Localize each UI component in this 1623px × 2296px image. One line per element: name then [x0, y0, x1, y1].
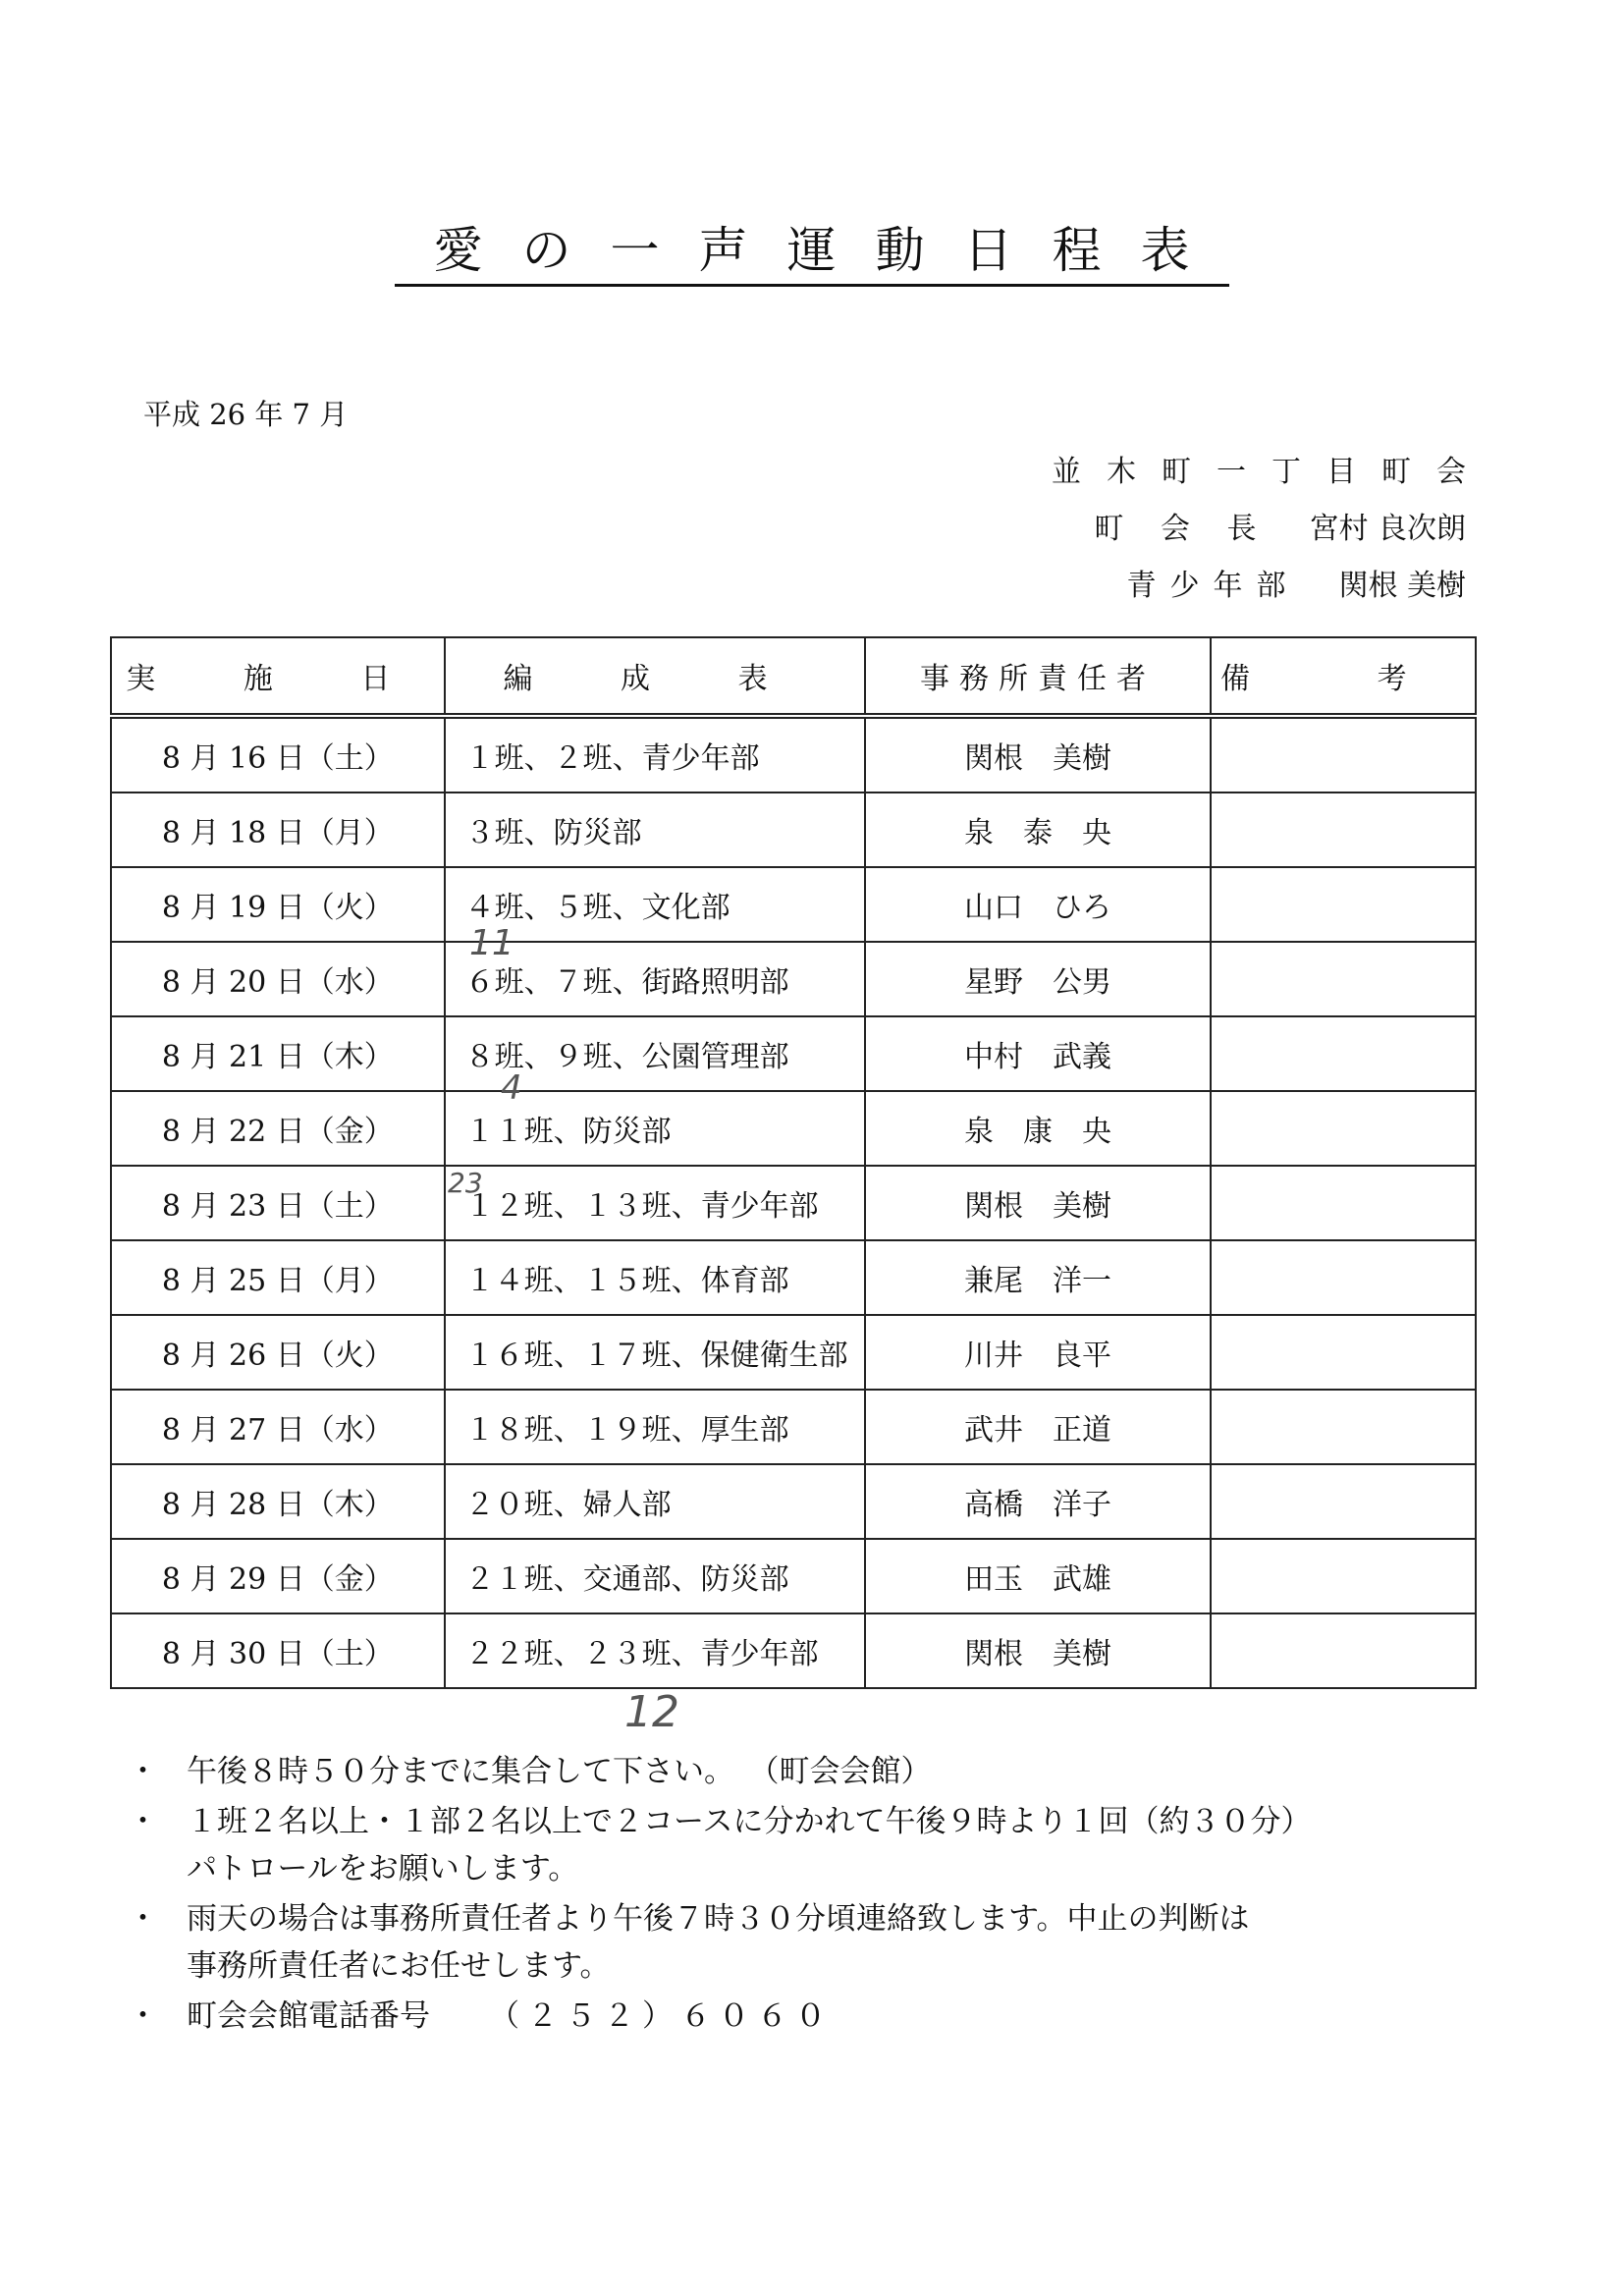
page-title-text: 愛の一声運動日程表 [395, 211, 1229, 287]
cell-leader: 泉 泰 央 [865, 793, 1210, 867]
cell-date: 8 月 18 日（月） [111, 793, 445, 867]
cell-team: １１班、防災部 [445, 1091, 866, 1166]
table-row [111, 1464, 1476, 1539]
note-patrol-line1: １班２名以上・１部２名以上で２コースに分かれて午後９時より１回（約３０分） [187, 1804, 1312, 1839]
youth-label: 青少年部 [1126, 569, 1300, 603]
note-assembly [128, 1748, 1311, 1795]
page-title [0, 211, 1623, 287]
chairman-line [1052, 501, 1466, 558]
cell-leader: 泉 康 央 [865, 1091, 1210, 1166]
table-body [111, 716, 1476, 1688]
handwritten-note-4: 4 [501, 1068, 522, 1108]
table-row [111, 1315, 1476, 1390]
cell-date: 8 月 20 日（水） [111, 942, 445, 1016]
cell-note [1211, 1315, 1476, 1390]
cell-date: 8 月 21 日（木） [111, 1016, 445, 1091]
cell-leader: 兼尾 洋一 [865, 1240, 1210, 1315]
cell-leader: 高橋 洋子 [865, 1464, 1210, 1539]
note-assembly-place: （町会会館） [764, 1754, 932, 1789]
cell-note [1211, 867, 1476, 942]
chairman-name: 宮村 良次朗 [1309, 512, 1466, 546]
table-row [111, 1091, 1476, 1166]
note-rain-line1: 雨天の場合は事務所責任者より午後７時３０分頃連絡致します。中止の判断は [187, 1901, 1250, 1937]
cell-team: １班、２班、青少年部 [445, 716, 866, 793]
cell-date: 8 月 28 日（木） [111, 1464, 445, 1539]
cell-team: ３班、防災部 [445, 793, 866, 867]
cell-note [1211, 1166, 1476, 1240]
cell-team: ２１班、交通部、防災部 [445, 1539, 866, 1613]
cell-note [1211, 942, 1476, 1016]
handwritten-note-12: 12 [624, 1687, 679, 1737]
cell-date: 8 月 26 日（火） [111, 1315, 445, 1390]
cell-date: 8 月 19 日（火） [111, 867, 445, 942]
cell-note [1211, 1539, 1476, 1613]
cell-team: １８班、１９班、厚生部 [445, 1390, 866, 1464]
table-row [111, 793, 1476, 867]
organization-name: 並木町一丁目町会 [1052, 455, 1491, 489]
chairman-label: 町 会 長 [1094, 512, 1271, 546]
youth-line [1052, 558, 1466, 615]
table-row [111, 867, 1476, 942]
bullet: ・ [128, 1804, 158, 1839]
note-phone-number: （２５２）６０６０ [489, 1998, 834, 2034]
table-row [111, 1390, 1476, 1464]
table-header-row [111, 637, 1476, 716]
cell-team: １６班、１７班、保健衛生部 [445, 1315, 866, 1390]
bullet: ・ [128, 1754, 158, 1789]
handwritten-note-23: 23 [448, 1167, 483, 1199]
cell-note [1211, 1613, 1476, 1688]
cell-team: ８班、９班、公園管理部 [445, 1016, 866, 1091]
note-rain-line2: 事務所責任者にお任せします。 [187, 1948, 611, 1984]
cell-note [1211, 716, 1476, 793]
table-row [111, 942, 1476, 1016]
cell-leader: 武井 正道 [865, 1390, 1210, 1464]
issue-date: 平成 26 年 7 月 [143, 398, 349, 431]
cell-team: ４班、５班、文化部 [445, 867, 866, 942]
cell-date: 8 月 29 日（金） [111, 1539, 445, 1613]
cell-date: 8 月 25 日（月） [111, 1240, 445, 1315]
note-rain [128, 1895, 1311, 1990]
cell-leader: 星野 公男 [865, 942, 1210, 1016]
cell-note [1211, 1390, 1476, 1464]
cell-leader: 中村 武義 [865, 1016, 1210, 1091]
organization-block [1052, 444, 1491, 615]
cell-note [1211, 1464, 1476, 1539]
notes-section [128, 1748, 1311, 2043]
table-row [111, 1539, 1476, 1613]
cell-date: 8 月 16 日（土） [111, 716, 445, 793]
cell-date: 8 月 22 日（金） [111, 1091, 445, 1166]
youth-name: 関根 美樹 [1338, 569, 1466, 603]
cell-team: ６班、７班、街路照明部 [445, 942, 866, 1016]
table-row [111, 1166, 1476, 1240]
table-row [111, 716, 1476, 793]
cell-date: 8 月 27 日（水） [111, 1390, 445, 1464]
note-assembly-text: 午後８時５０分までに集合して下さい。 [187, 1754, 734, 1789]
bullet: ・ [128, 1998, 158, 2034]
cell-team: １４班、１５班、体育部 [445, 1240, 866, 1315]
note-patrol [128, 1798, 1311, 1892]
cell-leader: 関根 美樹 [865, 1166, 1210, 1240]
cell-leader: 田玉 武雄 [865, 1539, 1210, 1613]
cell-note [1211, 1240, 1476, 1315]
table-row [111, 1016, 1476, 1091]
cell-team: ２０班、婦人部 [445, 1464, 866, 1539]
handwritten-note-11: 11 [469, 923, 514, 963]
note-patrol-line2: パトロールをお願いします。 [187, 1851, 579, 1886]
table-row [111, 1613, 1476, 1688]
cell-note [1211, 1016, 1476, 1091]
cell-leader: 関根 美樹 [865, 1613, 1210, 1688]
cell-leader: 関根 美樹 [865, 716, 1210, 793]
note-phone [128, 1993, 1311, 2040]
cell-leader: 川井 良平 [865, 1315, 1210, 1390]
header-leader: 事務所責任者 [865, 637, 1210, 716]
cell-date: 8 月 23 日（土） [111, 1166, 445, 1240]
cell-team: ２２班、２３班、青少年部 [445, 1613, 866, 1688]
cell-team: １２班、１３班、青少年部 [445, 1166, 866, 1240]
bullet: ・ [128, 1901, 158, 1937]
cell-date: 8 月 30 日（土） [111, 1613, 445, 1688]
cell-note [1211, 793, 1476, 867]
schedule-table [110, 636, 1477, 1689]
note-phone-label: 町会会館電話番号 [187, 1998, 430, 2034]
header-note: 備 考 [1211, 637, 1476, 716]
header-team: 編 成 表 [445, 637, 866, 716]
cell-note [1211, 1091, 1476, 1166]
cell-leader: 山口 ひろ [865, 867, 1210, 942]
header-date: 実 施 日 [111, 637, 445, 716]
table-row [111, 1240, 1476, 1315]
